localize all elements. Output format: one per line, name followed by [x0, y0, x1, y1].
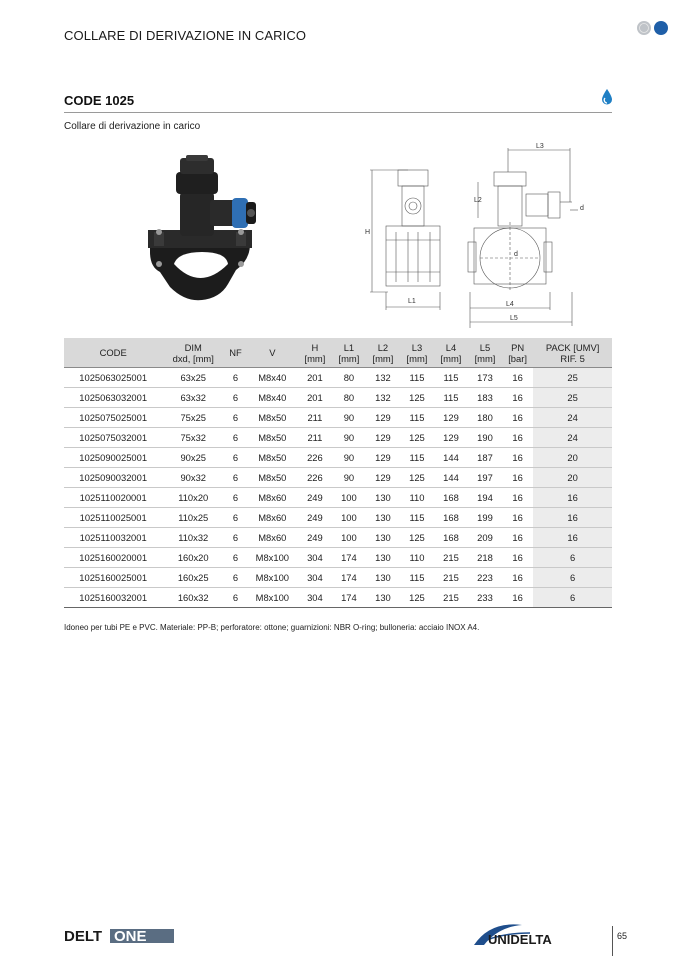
- column-header-line: L1: [343, 341, 355, 353]
- table-cell: 115: [400, 368, 434, 388]
- column-header-line: [mm]: [372, 352, 394, 364]
- table-cell: 24: [533, 428, 612, 448]
- code-cell: 1025075032001: [64, 428, 162, 448]
- table-cell: 190: [468, 428, 502, 448]
- dim-label-L2: L2: [474, 197, 482, 204]
- table-cell: 160x20: [162, 548, 224, 568]
- table-cell: 100: [332, 508, 366, 528]
- table-cell: 115: [400, 568, 434, 588]
- table-cell: 129: [366, 428, 400, 448]
- code-cell: 1025160020001: [64, 548, 162, 568]
- column-header-line: PN: [511, 341, 525, 353]
- table-cell: 201: [298, 368, 332, 388]
- column-header: [247, 338, 298, 368]
- table-cell: 25: [533, 388, 612, 408]
- table-cell: 215: [434, 588, 468, 608]
- globe-blue-icon: [654, 21, 668, 35]
- table-cell: 90x25: [162, 448, 224, 468]
- table-cell: 174: [332, 588, 366, 608]
- deltone-logo-part-a: DELT: [64, 928, 103, 944]
- table-cell: 199: [468, 508, 502, 528]
- table-cell: 6: [224, 568, 247, 588]
- table-cell: 16: [502, 408, 533, 428]
- table-cell: 63x32: [162, 388, 224, 408]
- table-row: [64, 448, 612, 468]
- table-cell: 130: [366, 508, 400, 528]
- column-header-line: [mm]: [440, 352, 462, 364]
- table-cell: 168: [434, 528, 468, 548]
- material-note: Idoneo per tubi PE e PVC. Materiale: PP-B; perforatore: ottone; guarnizioni: NBR O-ring; bulloneria: acciaio INOX A4.: [64, 623, 480, 632]
- product-photo: [140, 152, 266, 308]
- column-header-line: L3: [411, 341, 423, 353]
- table-cell: 16: [502, 388, 533, 408]
- dim-label-L1: L1: [408, 298, 416, 305]
- table-cell: 90: [332, 428, 366, 448]
- column-header: [366, 338, 400, 368]
- code-cell: 1025110020001: [64, 488, 162, 508]
- table-cell: 90: [332, 408, 366, 428]
- table-cell: 130: [366, 588, 400, 608]
- table-cell: 20: [533, 448, 612, 468]
- column-header: [332, 338, 366, 368]
- page-number-divider: [612, 926, 613, 956]
- table-cell: 130: [366, 488, 400, 508]
- unidelta-logo: [470, 919, 606, 949]
- product-subtitle: Collare di derivazione in carico: [64, 121, 201, 132]
- table-cell: 6: [224, 388, 247, 408]
- table-row: [64, 528, 612, 548]
- table-cell: 130: [366, 528, 400, 548]
- column-header: [468, 338, 502, 368]
- table-cell: 132: [366, 368, 400, 388]
- table-row: [64, 408, 612, 428]
- table-cell: 16: [502, 588, 533, 608]
- table-cell: 6: [533, 568, 612, 588]
- unidelta-logo-text: UNIDELTA: [488, 932, 552, 947]
- table-cell: 211: [298, 428, 332, 448]
- dim-label-L3: L3: [536, 143, 544, 150]
- dim-label-d1: d: [580, 205, 584, 212]
- column-header-line: L4: [445, 341, 457, 353]
- table-cell: 125: [400, 528, 434, 548]
- dim-label-H: H: [365, 229, 371, 236]
- table-cell: M8x40: [247, 388, 298, 408]
- column-header-line: V: [269, 347, 276, 358]
- water-drop-icon: [600, 88, 614, 106]
- table-cell: 249: [298, 508, 332, 528]
- table-cell: 125: [400, 468, 434, 488]
- table-cell: M8x50: [247, 408, 298, 428]
- column-header-line: DIM: [184, 341, 202, 353]
- table-cell: 6: [224, 588, 247, 608]
- table-cell: M8x40: [247, 368, 298, 388]
- table-cell: M8x100: [247, 588, 298, 608]
- table-cell: 90: [332, 468, 366, 488]
- deltone-logo: [64, 928, 174, 944]
- table-cell: M8x100: [247, 568, 298, 588]
- table-cell: M8x50: [247, 468, 298, 488]
- table-cell: 6: [224, 448, 247, 468]
- table-cell: 173: [468, 368, 502, 388]
- table-cell: M8x60: [247, 508, 298, 528]
- table-row: [64, 488, 612, 508]
- table-cell: 110: [400, 488, 434, 508]
- table-cell: 6: [224, 508, 247, 528]
- table-cell: 16: [502, 508, 533, 528]
- table-cell: 75x25: [162, 408, 224, 428]
- table-cell: 233: [468, 588, 502, 608]
- table-cell: 63x25: [162, 368, 224, 388]
- table-row: [64, 548, 612, 568]
- table-cell: 218: [468, 548, 502, 568]
- column-header: [298, 338, 332, 368]
- table-cell: 130: [366, 548, 400, 568]
- table-cell: 183: [468, 388, 502, 408]
- column-header: [434, 338, 468, 368]
- dim-label-L5: L5: [510, 315, 518, 322]
- code-cell: 1025110025001: [64, 508, 162, 528]
- table-cell: 16: [502, 548, 533, 568]
- dim-label-L4: L4: [506, 301, 514, 308]
- table-cell: 215: [434, 568, 468, 588]
- table-cell: 144: [434, 468, 468, 488]
- table-cell: 80: [332, 368, 366, 388]
- table-cell: 226: [298, 448, 332, 468]
- table-cell: 180: [468, 408, 502, 428]
- code-cell: 1025075025001: [64, 408, 162, 428]
- table-cell: 6: [224, 428, 247, 448]
- table-cell: 115: [434, 368, 468, 388]
- table-cell: 125: [400, 388, 434, 408]
- table-cell: 115: [434, 388, 468, 408]
- table-cell: 16: [502, 568, 533, 588]
- table-cell: 223: [468, 568, 502, 588]
- table-cell: 201: [298, 388, 332, 408]
- table-cell: 125: [400, 428, 434, 448]
- table-cell: 6: [224, 468, 247, 488]
- column-header-line: H: [311, 341, 319, 353]
- table-cell: 249: [298, 488, 332, 508]
- table-cell: 132: [366, 388, 400, 408]
- table-cell: 304: [298, 548, 332, 568]
- table-cell: 6: [224, 488, 247, 508]
- table-cell: M8x50: [247, 428, 298, 448]
- table-cell: 160x25: [162, 568, 224, 588]
- table-cell: 304: [298, 588, 332, 608]
- table-row: [64, 428, 612, 448]
- column-header-line: CODE: [99, 347, 127, 358]
- language-globe-icons: [636, 19, 672, 37]
- column-header-line: NF: [229, 347, 242, 358]
- table-row: [64, 368, 612, 388]
- table-cell: M8x50: [247, 448, 298, 468]
- column-header-line: [mm]: [338, 352, 360, 364]
- column-header-line: L5: [479, 341, 491, 353]
- table-cell: 209: [468, 528, 502, 548]
- column-header-line: RIF. 5: [560, 352, 585, 364]
- table-cell: 187: [468, 448, 502, 468]
- code-cell: 1025160032001: [64, 588, 162, 608]
- table-cell: 168: [434, 488, 468, 508]
- table-cell: 226: [298, 468, 332, 488]
- table-cell: 160x32: [162, 588, 224, 608]
- table-cell: M8x60: [247, 488, 298, 508]
- table-cell: 125: [400, 588, 434, 608]
- table-cell: 80: [332, 388, 366, 408]
- table-cell: 130: [366, 568, 400, 588]
- table-cell: 25: [533, 368, 612, 388]
- table-cell: 75x32: [162, 428, 224, 448]
- table-cell: 16: [502, 448, 533, 468]
- table-cell: 215: [434, 548, 468, 568]
- column-header: [400, 338, 434, 368]
- column-header: [64, 338, 162, 368]
- table-cell: 197: [468, 468, 502, 488]
- table-cell: 110: [400, 548, 434, 568]
- column-header-line: [mm]: [474, 352, 496, 364]
- code-cell: 1025090025001: [64, 448, 162, 468]
- table-cell: 129: [366, 408, 400, 428]
- table-cell: 211: [298, 408, 332, 428]
- deltone-logo-part-b: ONE: [114, 928, 147, 944]
- table-cell: 110x20: [162, 488, 224, 508]
- page-number: 65: [617, 931, 628, 941]
- table-cell: 100: [332, 528, 366, 548]
- table-cell: 110x25: [162, 508, 224, 528]
- table-cell: 129: [434, 428, 468, 448]
- table-cell: 6: [224, 548, 247, 568]
- column-header-line: L2: [377, 341, 389, 353]
- table-cell: 90x32: [162, 468, 224, 488]
- code-cell: 1025063032001: [64, 388, 162, 408]
- table-cell: 16: [502, 488, 533, 508]
- column-header: [224, 338, 247, 368]
- code-cell: 1025063025001: [64, 368, 162, 388]
- table-cell: M8x60: [247, 528, 298, 548]
- code-cell: 1025160025001: [64, 568, 162, 588]
- table-cell: 174: [332, 548, 366, 568]
- column-header: [533, 338, 612, 368]
- dim-label-d: d: [514, 251, 518, 258]
- table-cell: 90: [332, 448, 366, 468]
- title-divider: [64, 112, 612, 113]
- table-cell: 16: [533, 508, 612, 528]
- table-cell: 16: [533, 528, 612, 548]
- table-cell: 16: [502, 428, 533, 448]
- page-header-title: COLLARE DI DERIVAZIONE IN CARICO: [64, 28, 307, 43]
- product-code-title: CODE 1025: [64, 93, 135, 108]
- table-cell: 115: [400, 508, 434, 528]
- table-cell: 115: [400, 408, 434, 428]
- table-cell: 16: [502, 368, 533, 388]
- column-header: [162, 338, 224, 368]
- table-cell: 129: [366, 448, 400, 468]
- code-cell: 1025110032001: [64, 528, 162, 548]
- table-cell: M8x100: [247, 548, 298, 568]
- table-cell: 16: [533, 488, 612, 508]
- table-cell: 194: [468, 488, 502, 508]
- column-header-line: PACK [UMV]: [545, 341, 600, 353]
- column-header-line: [mm]: [406, 352, 428, 364]
- table-cell: 6: [533, 588, 612, 608]
- table-cell: 16: [502, 468, 533, 488]
- table-cell: 6: [224, 408, 247, 428]
- table-row: [64, 388, 612, 408]
- table-cell: 24: [533, 408, 612, 428]
- table-row: [64, 468, 612, 488]
- table-header-row: [64, 338, 612, 368]
- table-cell: 115: [400, 448, 434, 468]
- table-row: [64, 588, 612, 608]
- table-cell: 6: [224, 368, 247, 388]
- column-header-line: [mm]: [304, 352, 326, 364]
- table-cell: 304: [298, 568, 332, 588]
- spec-table: [64, 338, 612, 608]
- table-cell: 168: [434, 508, 468, 528]
- column-header: [502, 338, 533, 368]
- technical-drawing: [360, 142, 600, 328]
- table-cell: 20: [533, 468, 612, 488]
- table-cell: 174: [332, 568, 366, 588]
- table-cell: 110x32: [162, 528, 224, 548]
- table-row: [64, 508, 612, 528]
- table-cell: 6: [533, 548, 612, 568]
- table-cell: 129: [366, 468, 400, 488]
- table-cell: 6: [224, 528, 247, 548]
- table-cell: 100: [332, 488, 366, 508]
- code-cell: 1025090032001: [64, 468, 162, 488]
- table-cell: 249: [298, 528, 332, 548]
- table-cell: 129: [434, 408, 468, 428]
- column-header-line: [bar]: [508, 352, 527, 364]
- column-header-line: dxd, [mm]: [172, 352, 214, 364]
- table-cell: 144: [434, 448, 468, 468]
- table-cell: 16: [502, 528, 533, 548]
- table-row: [64, 568, 612, 588]
